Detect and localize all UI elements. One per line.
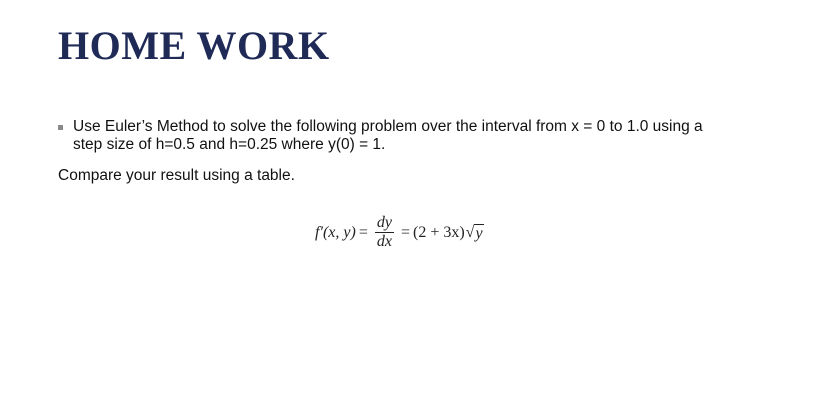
square-bullet-icon — [58, 125, 63, 130]
equation-rhs-factor: (2 + 3x) — [412, 223, 465, 241]
bullet-item — [58, 118, 798, 154]
bullet-line-2: step size of h=0.5 and h=0.25 where y(0) = 1. — [73, 136, 386, 153]
fraction-numerator: dy — [376, 214, 392, 231]
bullet-text — [73, 118, 703, 154]
bullet-list — [58, 118, 798, 154]
differential-equation — [315, 214, 484, 251]
square-root — [466, 224, 484, 242]
slide-title: HOME WORK — [58, 23, 330, 68]
sqrt-radicand: y — [475, 224, 483, 242]
sqrt-symbol-icon: √ — [465, 223, 475, 241]
derivative-fraction — [375, 214, 394, 251]
compare-instruction: Compare your result using a table. — [58, 167, 295, 184]
equation-equals-1: = — [358, 223, 368, 241]
fraction-denominator: dx — [376, 233, 392, 250]
equation-lhs: f′(x, y) — [315, 223, 356, 241]
equation-equals-2: = — [400, 223, 410, 241]
bullet-line-1: Use Euler’s Method to solve the following problem over the interval from x = 0 to 1.0 using a — [73, 118, 703, 135]
